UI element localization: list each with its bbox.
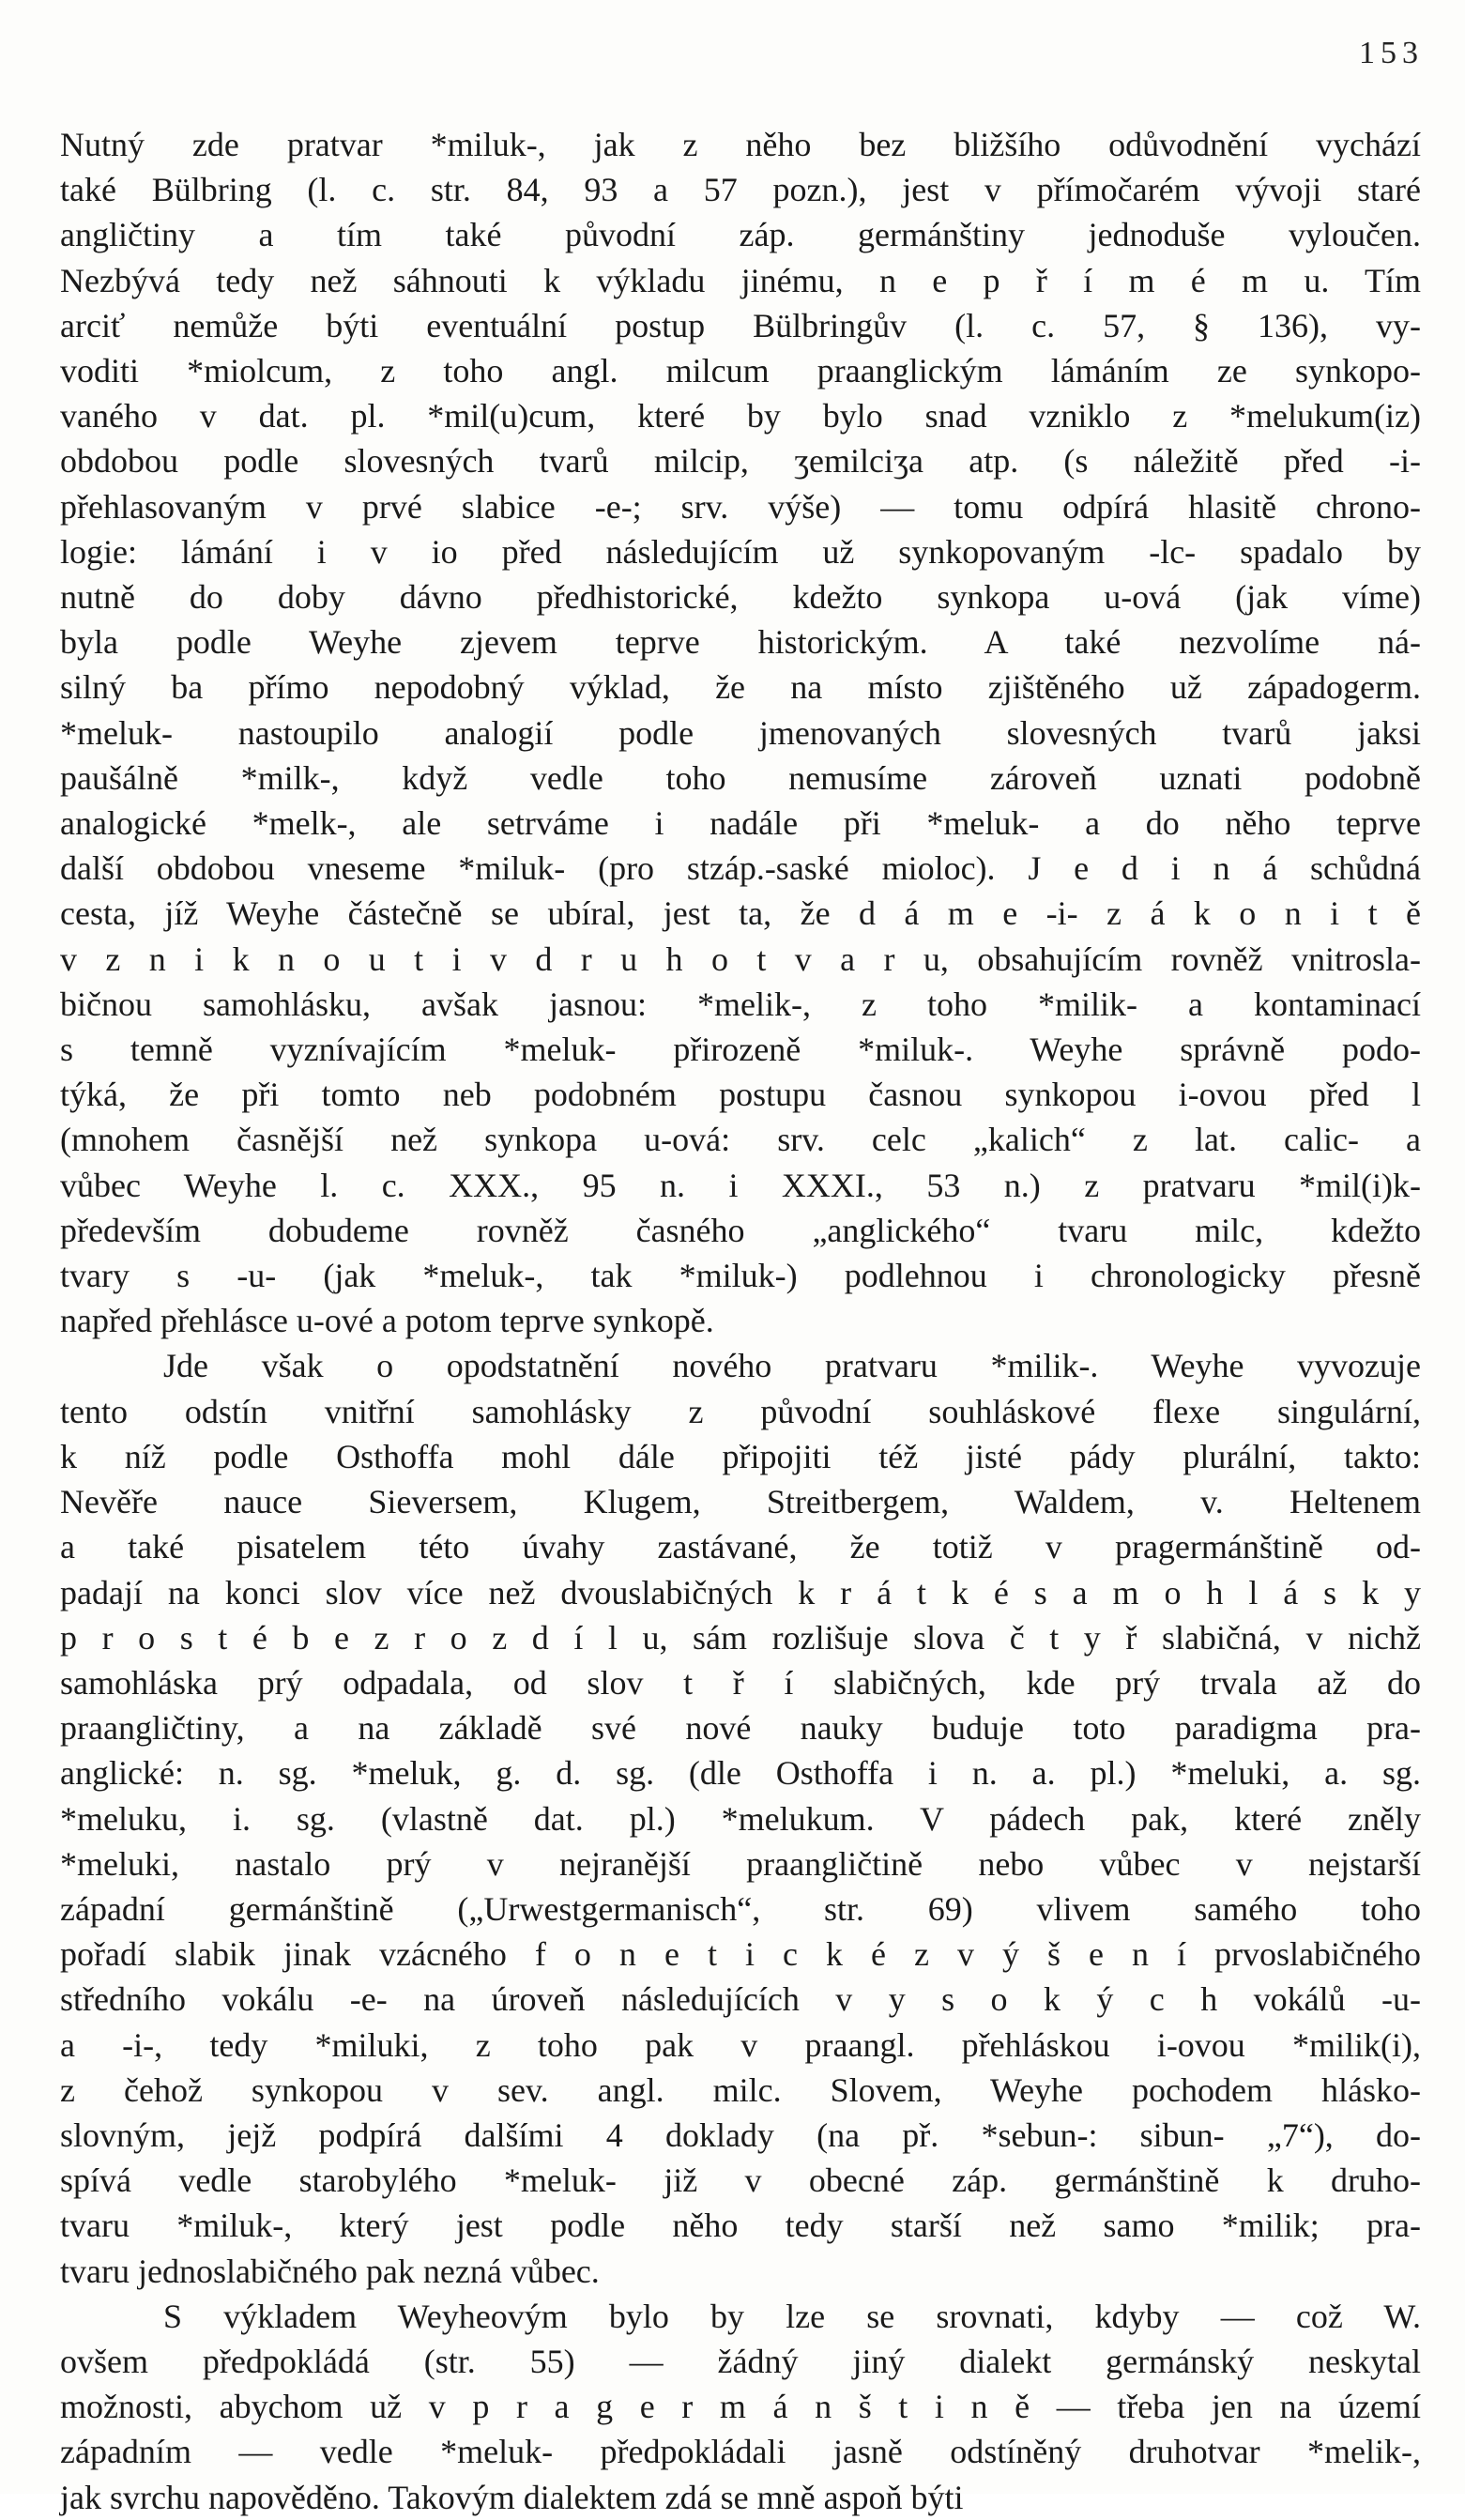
text-line: také Bülbring (l. c. str. 84, 93 a 57 pozn.), jest v přímočarém vývoji staré xyxy=(60,171,1421,209)
text-line: *meluk- nastoupilo analogií podle jmenovaných slovesných tvarů jaksi xyxy=(60,713,1421,752)
text-line: obdobou podle slovesných tvarů milcip, ʒemilciʒa atp. (s náležitě před -i- xyxy=(60,442,1421,481)
text-line: Nevěře nauce Sieversem, Klugem, Streitbergem, Waldem, v. Heltenem xyxy=(60,1483,1421,1521)
text-line: Nezbývá tedy než sáhnouti k výkladu jinému, n e p ř í m é m u. Tím xyxy=(60,261,1421,299)
text-line: jak svrchu napověděno. Takovým dialektem zdá se mně aspoň býti xyxy=(60,2478,964,2516)
text-line: silný ba přímo nepodobný výklad, že na místo zjištěného už západogerm. xyxy=(60,668,1421,707)
text-line: bičnou samohlásku, avšak jasnou: *melik-, z toho *milik- a kontaminací xyxy=(60,985,1421,1023)
text-line: arciť nemůže býti eventuální postup Bülbringův (l. c. 57, § 136), vy- xyxy=(60,306,1421,344)
text-line: padají na konci slov více než dvouslabičných k r á t k é s a m o h l á s k y xyxy=(60,1573,1421,1611)
text-line: pořadí slabik jinak vzácného f o n e t i c k é z v ý š e n í prvoslabičného xyxy=(60,1935,1421,1974)
text-line: p r o s t é b e z r o z d í l u, sám rozlišuje slova č t y ř slabičná, v nichž xyxy=(60,1618,1421,1657)
text-line: především dobudeme rovněž časného „anglického“ tvaru milc, kdežto xyxy=(60,1211,1421,1249)
text-line: *meluki, nastalo prý v nejranější praangličtině nebo vůbec v nejstarší xyxy=(60,1844,1421,1883)
text-line: vaného v dat. pl. *mil(u)cum, které by bylo snad vzniklo z *melukum(iz) xyxy=(60,397,1421,435)
text-line: praangličtiny, a na základě své nové nauky buduje toto paradigma pra- xyxy=(60,1709,1421,1748)
text-line: analogické *melk-, ale setrváme i nadále při *meluk- a do něho teprve xyxy=(60,804,1421,843)
text-line: další obdobou vneseme *miluk- (pro stzáp.-saské mioloc). J e d i n á schůdná xyxy=(60,849,1421,888)
text-line: tvaru *miluk-, který jest podle něho tedy starší než samo *milik; pra- xyxy=(60,2207,1421,2245)
text-line: s temně vyznívajícím *meluk- přirozeně *miluk-. Weyhe správně podo- xyxy=(60,1031,1421,1069)
text-line: tento odstín vnitřní samohlásky z původní souhláskové flexe singulární, xyxy=(60,1392,1421,1430)
page-number: 153 xyxy=(1359,36,1424,70)
text-line: S výkladem Weyheovým bylo by lze se srovnati, kdyby — což W. xyxy=(163,2297,1421,2335)
text-line: Nutný zde pratvar *miluk-, jak z něho bez bližšího odůvodnění vychází xyxy=(60,126,1421,163)
text-line: anglické: n. sg. *meluk, g. d. sg. (dle Osthoffa i n. a. pl.) *meluki, a. sg. xyxy=(60,1754,1421,1793)
text-line: tvaru jednoslabičného pak nezná vůbec. xyxy=(60,2252,600,2290)
text-line: *meluku, i. sg. (vlastně dat. pl.) *melukum. V pádech pak, které zněly xyxy=(60,1799,1421,1838)
text-line: napřed přehlásce u-ové a potom teprve synkopě. xyxy=(60,1302,714,1340)
text-line: byla podle Weyhe zjevem teprve historickým. A také nezvolíme ná- xyxy=(60,623,1421,662)
text-line: ovšem předpokládá (str. 55) — žádný jiný dialekt germánský neskytal xyxy=(60,2342,1421,2380)
text-line: středního vokálu -e- na úroveň následujících v y s o k ý c h vokálů -u- xyxy=(60,1980,1421,2019)
text-line: západní germánštině („Urwestgermanisch“, str. 69) vlivem samého toho xyxy=(60,1889,1421,1928)
body-text xyxy=(60,122,1421,2520)
text-line: cesta, jíž Weyhe částečně se ubíral, jest ta, že d á m e -i- z á k o n i t ě xyxy=(60,894,1421,933)
text-line: a také pisatelem této úvahy zastávané, že totiž v pragermánštině od- xyxy=(60,1528,1421,1566)
text-line: týká, že při tomto neb podobném postupu časnou synkopou i-ovou před l xyxy=(60,1076,1421,1114)
text-line: spívá vedle starobylého *meluk- již v obecné záp. germánštině k druho- xyxy=(60,2161,1421,2200)
text-line: západním — vedle *meluk- předpokládali jasně odstíněný druhotvar *melik-, xyxy=(60,2433,1421,2471)
paragraph xyxy=(60,2294,1421,2520)
paragraph xyxy=(60,1343,1421,2293)
text-line: a -i-, tedy *miluki, z toho pak v praangl. přehláskou i-ovou *milik(i), xyxy=(60,2025,1421,2064)
text-line: slovným, jejž podpírá dalšími 4 doklady (na př. *sebun-: sibun- „7“), do- xyxy=(60,2115,1421,2154)
text-line: tvary s -u- (jak *meluk-, tak *miluk-) podlehnou i chronologicky přesně xyxy=(60,1257,1421,1295)
text-line: samohláska prý odpadala, od slov t ř í slabičných, kde prý trvala až do xyxy=(60,1663,1421,1702)
text-line: voditi *miolcum, z toho angl. milcum praanglickým lámáním ze synkopo- xyxy=(60,352,1421,390)
text-line: k níž podle Osthoffa mohl dále připojiti též jisté pády plurální, takto: xyxy=(60,1437,1421,1475)
text-line: možnosti, abychom už v p r a g e r m á n š t i n ě — třeba jen na území xyxy=(60,2388,1421,2426)
text-line: Jde však o opodstatnění nového pratvaru *milik-. Weyhe vyvozuje xyxy=(163,1347,1421,1385)
paragraph xyxy=(60,122,1421,1343)
text-line: v z n i k n o u t i v d r u h o t v a r u, obsahujícím rovněž vnitrosla- xyxy=(60,939,1421,978)
text-line: paušálně *milk-, když vedle toho nemusíme zároveň uznati podobně xyxy=(60,758,1421,797)
text-line: nutně do doby dávno předhistorické, kdežto synkopa u-ová (jak víme) xyxy=(60,578,1421,617)
text-line: z čehož synkopou v sev. angl. milc. Slovem, Weyhe pochodem hlásko- xyxy=(60,2070,1421,2109)
text-line: (mnohem časnější než synkopa u-ová: srv. celc „kalich“ z lat. calic- a xyxy=(60,1121,1421,1159)
text-line: logie: lámání i v io před následujícím už synkopovaným -lc- spadalo by xyxy=(60,532,1421,571)
text-line: angličtiny a tím také původní záp. germánštiny jednoduše vyloučen. xyxy=(60,216,1421,254)
text-line: vůbec Weyhe l. c. XXX., 95 n. i XXXI., 53 n.) z pratvaru *mil(i)k- xyxy=(60,1166,1421,1204)
text-line: přehlasovaným v prvé slabice -e-; srv. výše) — tomu odpírá hlasitě chrono- xyxy=(60,487,1421,526)
